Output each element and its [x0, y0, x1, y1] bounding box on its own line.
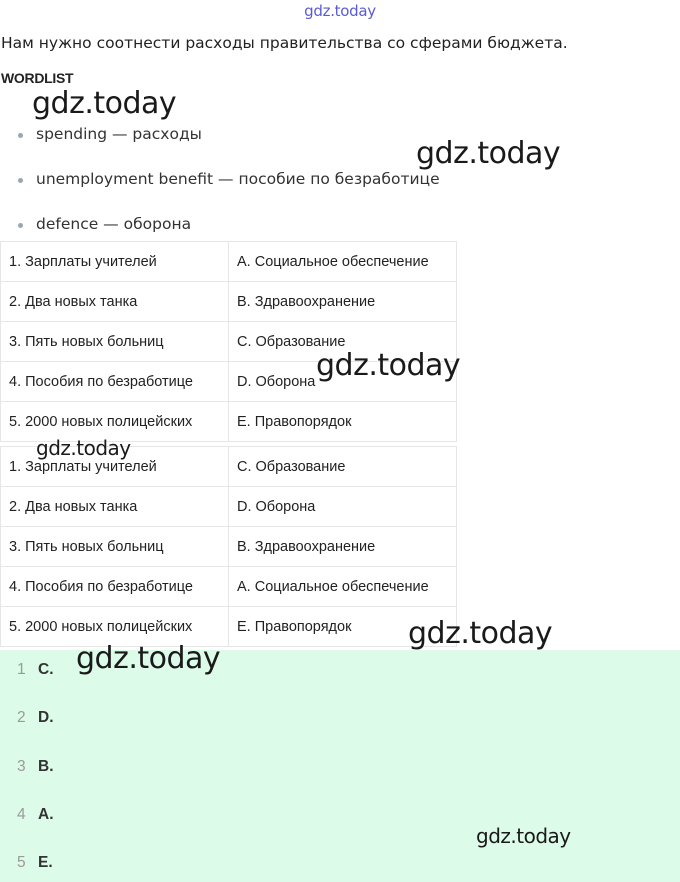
- watermark: gdz.today: [316, 348, 461, 383]
- table-cell: 2. Два новых танка: [1, 487, 229, 527]
- table-row: [1, 487, 457, 527]
- table-cell: 5. 2000 новых полицейских: [1, 402, 229, 442]
- table-row: [1, 567, 457, 607]
- table-cell: 3. Пять новых больниц: [1, 322, 229, 362]
- answer-number: 1: [17, 661, 26, 678]
- table-cell: 4. Пособия по безработице: [1, 362, 229, 402]
- table-row: [1, 527, 457, 567]
- bullet-icon: [18, 178, 23, 183]
- bullet-icon: [18, 223, 23, 228]
- intro-text: Нам нужно соотнести расходы правительства со сферами бюджета.: [1, 34, 568, 52]
- list-item-text: spending — расходы: [36, 125, 202, 143]
- list-item-text: defence — оборона: [36, 215, 192, 233]
- table-row: [1, 282, 457, 322]
- table-row: [1, 242, 457, 282]
- table-cell: D. Оборона: [229, 362, 457, 402]
- watermark: gdz.today: [408, 616, 553, 651]
- bullet-icon: [18, 133, 23, 138]
- site-logo[interactable]: gdz.today: [304, 2, 376, 20]
- watermark: gdz.today: [476, 824, 571, 848]
- answer-value: E.: [38, 854, 53, 871]
- table-cell: B. Здравоохранение: [229, 527, 457, 567]
- table-cell: 4. Пособия по безработице: [1, 567, 229, 607]
- table-cell: 1. Зарплаты учителей: [1, 447, 229, 487]
- answer-value: B.: [38, 758, 54, 775]
- answer-value: A.: [38, 806, 54, 823]
- answer-number: 5: [17, 854, 26, 871]
- list-item: [0, 163, 440, 208]
- table-cell: 1. Зарплаты учителей: [1, 242, 229, 282]
- wordlist-title: WORDLIST: [1, 70, 74, 86]
- table-cell: 3. Пять новых больниц: [1, 527, 229, 567]
- watermark: gdz.today: [76, 641, 221, 676]
- matching-table-solution: [0, 446, 457, 647]
- table-cell: B. Здравоохранение: [229, 282, 457, 322]
- table-cell: C. Образование: [229, 447, 457, 487]
- list-item-text: unemployment benefit — пособие по безработице: [36, 170, 440, 188]
- list-item: [0, 118, 440, 163]
- answer-number: 3: [17, 758, 26, 775]
- answer-value: C.: [38, 661, 54, 678]
- matching-table-task: [0, 241, 457, 442]
- answer-value: D.: [38, 709, 54, 726]
- table-cell: D. Оборона: [229, 487, 457, 527]
- table-cell: E. Правопорядок: [229, 607, 457, 647]
- table-cell: E. Правопорядок: [229, 402, 457, 442]
- table-cell: A. Социальное обеспечение: [229, 242, 457, 282]
- table-cell: A. Социальное обеспечение: [229, 567, 457, 607]
- answers-panel: [0, 650, 680, 882]
- answer-number: 4: [17, 806, 26, 823]
- watermark: gdz.today: [32, 86, 177, 121]
- watermark: gdz.today: [36, 436, 131, 460]
- answer-number: 2: [17, 709, 26, 726]
- table-cell: 5. 2000 новых полицейских: [1, 607, 229, 647]
- table-row: [1, 607, 457, 647]
- wordlist: [0, 118, 440, 253]
- watermark: gdz.today: [416, 136, 561, 171]
- table-cell: 2. Два новых танка: [1, 282, 229, 322]
- table-cell: C. Образование: [229, 322, 457, 362]
